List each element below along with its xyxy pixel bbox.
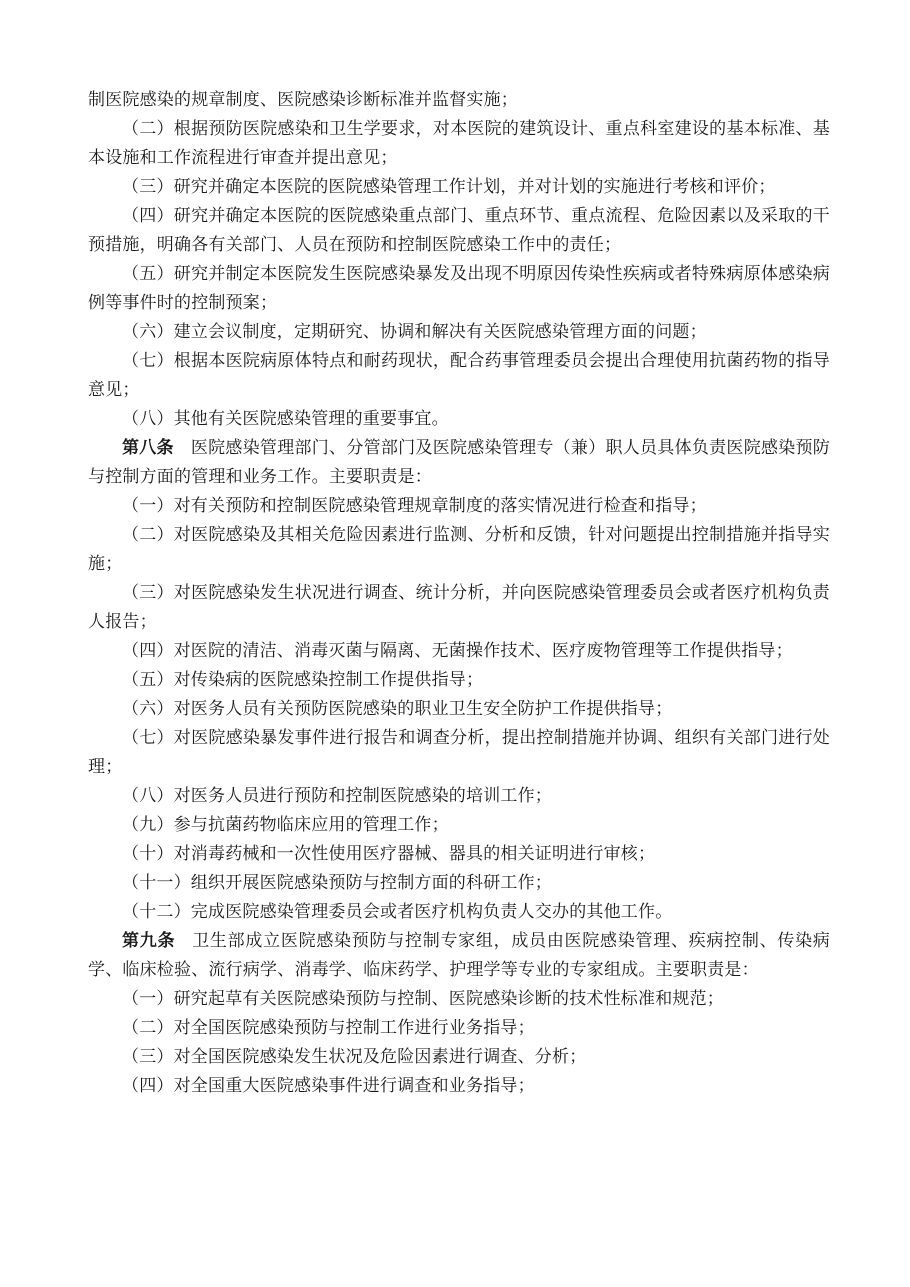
article-number: 第八条 xyxy=(122,438,174,458)
paragraph: 制医院感染的规章制度、医院感染诊断标准并监督实施； xyxy=(88,90,518,110)
article-paragraph: 第九条 卫生部成立医院感染预防与控制专家组，成员由医院感染管理、疾病控制、传染病学、临床检验、流行病学、消毒学、临床药学、护理学等专业的专家组成。主要职责是： xyxy=(88,931,830,980)
paragraph: （八）其他有关医院感染管理的重要事宜。 xyxy=(122,409,449,429)
article-number: 第九条 xyxy=(122,931,176,951)
paragraph: （三）对全国医院感染发生状况及危险因素进行调查、分析； xyxy=(122,1047,587,1067)
paragraph: （十）对消毒药械和一次性使用医疗器械、器具的相关证明进行审核； xyxy=(122,844,656,864)
paragraph: （二）对全国医院感染预防与控制工作进行业务指导； xyxy=(122,1018,535,1038)
paragraph: （二）根据预防医院感染和卫生学要求，对本医院的建筑设计、重点科室建设的基本标准、基本设施和工作流程进行审查并提出意见； xyxy=(88,119,830,168)
paragraph: （三）研究并确定本医院的医院感染管理工作计划，并对计划的实施进行考核和评价； xyxy=(122,177,776,197)
paragraph: （五）对传染病的医院感染控制工作提供指导； xyxy=(122,670,484,690)
paragraph: （七）对医院感染暴发事件进行报告和调查分析，提出控制措施并协调、组织有关部门进行处理； xyxy=(88,728,830,777)
paragraph: （一）研究起草有关医院感染预防与控制、医院感染诊断的技术性标准和规范； xyxy=(122,989,724,1009)
paragraph: （八）对医务人员进行预防和控制医院感染的培训工作； xyxy=(122,786,552,806)
paragraph: （四）研究并确定本医院的医院感染重点部门、重点环节、重点流程、危险因素以及采取的干预措施，明确各有关部门、人员在预防和控制医院感染工作中的责任； xyxy=(88,206,830,255)
paragraph: （七）根据本医院病原体特点和耐药现状，配合药事管理委员会提出合理使用抗菌药物的指导意见； xyxy=(88,351,830,400)
paragraph: （四）对医院的清洁、消毒灭菌与隔离、无菌操作技术、医疗废物管理等工作提供指导； xyxy=(122,641,793,661)
paragraph: （二）对医院感染及其相关危险因素进行监测、分析和反馈，针对问题提出控制措施并指导实施； xyxy=(88,525,830,574)
article-paragraph: 第八条 医院感染管理部门、分管部门及医院感染管理专（兼）职人员具体负责医院感染预防与控制方面的管理和业务工作。主要职责是： xyxy=(88,438,830,487)
paragraph: （九）参与抗菌药物临床应用的管理工作； xyxy=(122,815,449,835)
paragraph: （五）研究并制定本医院发生医院感染暴发及出现不明原因传染性疾病或者特殊病原体感染病例等事件时的控制预案； xyxy=(88,264,830,313)
paragraph: （十一）组织开展医院感染预防与控制方面的科研工作； xyxy=(122,873,552,893)
paragraph: （十二）完成医院感染管理委员会或者医疗机构负责人交办的其他工作。 xyxy=(122,902,673,922)
paragraph: （六）对医务人员有关预防医院感染的职业卫生安全防护工作提供指导； xyxy=(122,699,673,719)
paragraph: （一）对有关预防和控制医院感染管理规章制度的落实情况进行检查和指导； xyxy=(122,496,707,516)
paragraph: （三）对医院感染发生状况进行调查、统计分析，并向医院感染管理委员会或者医疗机构负责人报告； xyxy=(88,583,830,632)
paragraph: （六）建立会议制度，定期研究、协调和解决有关医院感染管理方面的问题； xyxy=(122,322,707,342)
paragraph: （四）对全国重大医院感染事件进行调查和业务指导； xyxy=(122,1076,535,1096)
document-page xyxy=(88,86,830,1101)
